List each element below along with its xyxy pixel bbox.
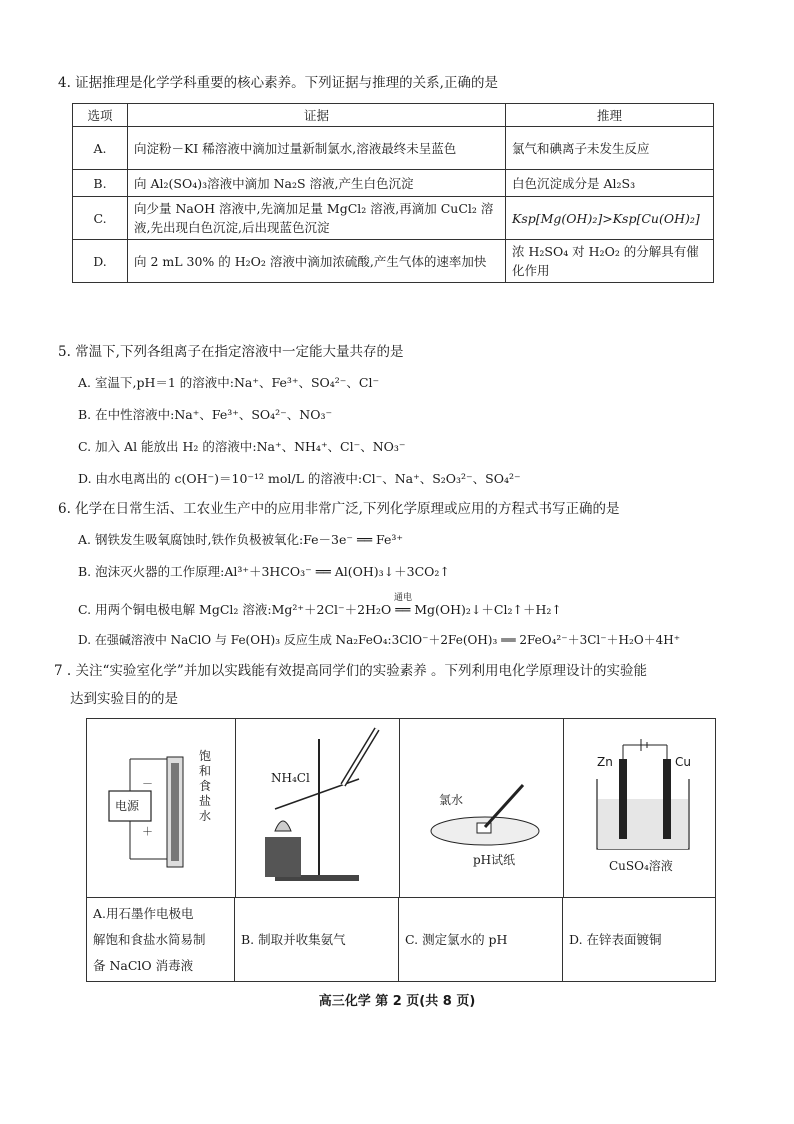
zn-label: Zn <box>597 755 613 769</box>
caption-a-line: 解饱和食盐水简易制 <box>93 931 206 947</box>
row-reasoning: Ksp[Mg(OH)₂]>Ksp[Cu(OH)₂] <box>506 197 714 240</box>
q6-option-a: A. 钢铁发生吸氧腐蚀时,铁作负极被氧化:Fe－3e⁻ ══ Fe³⁺ <box>78 532 403 547</box>
power-supply-label: 电源 <box>115 799 140 813</box>
row-reasoning: 浓 H₂SO₄ 对 H₂O₂ 的分解具有催化作用 <box>506 240 714 283</box>
caption-c: C. 测定氯水的 pH <box>399 897 563 981</box>
ph-test-icon <box>399 719 563 897</box>
caption-a-line: A.用石墨作电极电 <box>93 905 194 921</box>
row-evidence: 向少量 NaOH 溶液中,先滴加足量 MgCl₂ 溶液,再滴加 CuCl₂ 溶液,先出现白色沉淀,后出现蓝色沉淀 <box>128 197 506 240</box>
chlorine-water-label: 氯水 <box>439 793 464 807</box>
nh4cl-label: NH₄Cl <box>271 771 310 785</box>
q6-option-d: D. 在强碱溶液中 NaClO 与 Fe(OH)₃ 反应生成 Na₂FeO₄:3ClO⁻＋2Fe(OH)₃ ══ 2FeO₄²⁻＋3Cl⁻＋H₂O＋4H⁺ <box>78 633 681 647</box>
electrolysis-label: 通电 <box>394 593 413 603</box>
header-option: 选项 <box>73 104 128 127</box>
header-evidence: 证据 <box>128 104 506 127</box>
diagram-d <box>563 719 715 897</box>
q6-option-b: B. 泡沫灭火器的工作原理:Al³⁺＋3HCO₃⁻ ══ Al(OH)₃↓＋3CO₂↑ <box>78 564 450 579</box>
table-row <box>73 197 714 240</box>
row-option: D. <box>73 240 128 283</box>
row-option: B. <box>73 170 128 197</box>
plus-label: ＋ <box>142 825 153 838</box>
table-header-row <box>73 104 714 127</box>
minus-label: － <box>142 777 153 790</box>
caption-a <box>87 897 235 981</box>
row-evidence: 向 Al₂(SO₄)₃溶液中滴加 Na₂S 溶液,产生白色沉淀 <box>128 170 506 197</box>
row-option: C. <box>73 197 128 240</box>
table-row <box>73 240 714 283</box>
q5-option-b: B. 在中性溶液中:Na⁺、Fe³⁺、SO₄²⁻、NO₃⁻ <box>78 407 333 422</box>
q4-table <box>72 103 714 283</box>
diagram-b <box>235 719 400 897</box>
cuso4-label: CuSO₄溶液 <box>609 859 673 873</box>
q6-option-c: C. 用两个铜电极电解 MgCl₂ 溶液:Mg²⁺＋2Cl⁻＋2H₂O ══ Mg(OH)₂↓＋Cl₂↑＋H₂↑ <box>78 602 562 617</box>
caption-a-line: 备 NaClO 消毒液 <box>93 957 194 973</box>
caption-b: B. 制取并收集氨气 <box>235 897 399 981</box>
q5-option-a: A. 室温下,pH＝1 的溶液中:Na⁺、Fe³⁺、SO₄²⁻、Cl⁻ <box>78 375 380 390</box>
q5-option-d: D. 由水电离出的 c(OH⁻)＝10⁻¹² mol/L 的溶液中:Cl⁻、Na⁺、S₂O₃²⁻、SO₄²⁻ <box>78 471 521 486</box>
q6-stem: 6. 化学在日常生活、工农业生产中的应用非常广泛,下列化学原理或应用的方程式书写正确的是 <box>58 501 620 517</box>
q4-stem: 4. 证据推理是化学学科重要的核心素养。下列证据与推理的关系,正确的是 <box>58 75 498 91</box>
cu-label: Cu <box>675 755 691 769</box>
q7-diagram-grid <box>86 718 716 982</box>
saline-label: 饱和食盐水 <box>199 749 212 823</box>
diagram-c <box>399 719 564 897</box>
header-reasoning: 推理 <box>506 104 714 127</box>
diagram-a <box>87 719 236 897</box>
q7-stem-line2: 达到实验目的的是 <box>70 691 178 707</box>
q5-option-c: C. 加入 Al 能放出 H₂ 的溶液中:Na⁺、NH₄⁺、Cl⁻、NO₃⁻ <box>78 439 406 454</box>
row-option: A. <box>73 127 128 170</box>
q5-stem: 5. 常温下,下列各组离子在指定溶液中一定能大量共存的是 <box>58 344 404 360</box>
ph-paper-label: pH试纸 <box>473 853 516 867</box>
table-row <box>73 127 714 170</box>
caption-d: D. 在锌表面镀铜 <box>563 897 715 981</box>
row-evidence: 向淀粉－KI 稀溶液中滴加过量新制氯水,溶液最终未呈蓝色 <box>128 127 506 170</box>
page-footer: 高三化学 第 2 页(共 8 页) <box>318 994 476 1009</box>
q7-stem-line1: 7 . 关注“实验室化学”并加以实践能有效提高同学们的实验素养 。下列利用电化学原理设计的实验能 <box>54 663 648 679</box>
row-evidence: 向 2 mL 30% 的 H₂O₂ 溶液中滴加浓硫酸,产生气体的速率加快 <box>128 240 506 283</box>
ammonia-apparatus-icon <box>235 719 399 897</box>
row-reasoning: 白色沉淀成分是 Al₂S₃ <box>506 170 714 197</box>
row-reasoning: 氯气和碘离子未发生反应 <box>506 127 714 170</box>
table-row <box>73 170 714 197</box>
